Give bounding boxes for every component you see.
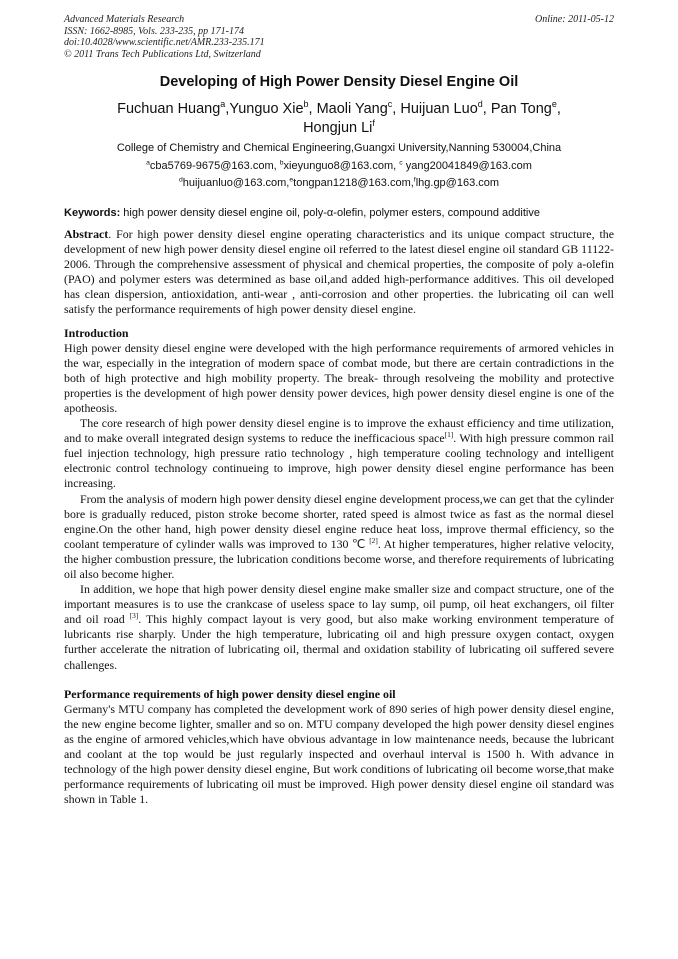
author: Huijuan Luo$^d$, bbox=[400, 99, 491, 117]
journal-name: Advanced Materials Research bbox=[64, 14, 185, 25]
email: $^e$tongpan1218@163.com, bbox=[289, 176, 414, 189]
citation: [2] bbox=[369, 535, 378, 545]
email-list bbox=[64, 160, 614, 172]
paper-title: Developing of High Power Density Diesel Engine Oil bbox=[159, 74, 519, 90]
paragraph: Germany's MTU company has completed the development work of 890 series of high power density diesel engine, the new engine become lighter, smaller and so on. MTU company developed the high power density diesel engines as the engine of armored vehicles,which have obvious advantage in low maintenance needs, because the lubricant and coolant at the top would be just regularly inspected and overhaul interval is 1500 h. With advance in technology of the high power density diesel engine, But work conditions of lubricating oil become worse,that make performance requirements of lubricating oil must be improved. High power density diesel engine oil standard was shown in Table 1. bbox=[64, 701, 614, 807]
email: $^b$xieyunguo8@163.com, bbox=[279, 159, 400, 172]
affiliation: College of Chemistry and Chemical Engineering,Guangxi University,Nanning 530004,China bbox=[116, 142, 562, 154]
paragraph: High power density diesel engine were developed with the high performance requirements of armored vehicles in the war, especially in the integration of modern space of combat mode, but there are certain contradictions in the both of high protective and high mobility property. The break- through resolveing the mobility and protective properties is the development of high power density power devices, high power density diesel engine is one of the apotheosis. bbox=[64, 340, 614, 415]
email: $^a$cba5769-9675@163.com, bbox=[146, 159, 280, 172]
email-list bbox=[64, 177, 614, 189]
citation: [3] bbox=[129, 611, 139, 621]
author: Hongjun Li$^f$ bbox=[303, 118, 375, 136]
doi-line: doi:10.4028/www.scientific.net/AMR.233-235.171 bbox=[64, 37, 265, 48]
author-list bbox=[64, 100, 614, 138]
citation: [1] bbox=[444, 430, 454, 440]
paragraph: The core research of high power density diesel engine is to improve the exhaust efficiency and time utilization, and to make overall integrated design systems to reduce the inefficacious space[1]. With high pressure common rail fuel injection technology, high pressure ratio technology , high temperature cooling technology and intelligent electronic control technology continueing to improve, high power density diesel engine performance has been increasing. bbox=[64, 416, 614, 491]
keywords-label: Keywords: bbox=[64, 207, 121, 219]
issn-line: ISSN: 1662-8985, Vols. 233-235, pp 171-174 bbox=[64, 25, 244, 37]
abstract-label: Abstract bbox=[64, 227, 109, 241]
abstract bbox=[64, 227, 614, 318]
keywords bbox=[64, 207, 614, 219]
paragraph: From the analysis of modern high power density diesel engine development process,we can get that the cylinder bore is gradually reduced, piston stroke become shorter, rated speed is almost twice as fast as the normal diesel engine.On the other hand, high power density diesel engine reduce heat loss, improve thermal efficiency, so the coolant temperature of cylinder walls was improved to 130 ℃ [2]. At higher temperatures, higher relative velocity, the higher combustion pressure, the lubrication conditions become worse, and therefore requirements of lubricating oil also become higher. bbox=[64, 491, 614, 581]
author: Yunguo Xie$^b$, bbox=[229, 99, 317, 117]
copyright-line: © 2011 Trans Tech Publications Ltd, Switzerland bbox=[64, 48, 261, 60]
author: Fuchuan Huang$^a$, bbox=[117, 99, 230, 117]
section-heading: Performance requirements of high power density diesel engine oil bbox=[64, 686, 396, 701]
email: $^d$huijuanluo@163.com, bbox=[178, 176, 290, 189]
email: $^f$lhg.gp@163.com bbox=[413, 176, 500, 189]
section-heading: Introduction bbox=[64, 325, 129, 340]
email: $^c$ yang20041849@163.com bbox=[399, 159, 532, 172]
author: Maoli Yang$^c$, bbox=[316, 99, 401, 117]
keywords-text: high power density diesel engine oil, poly-α-olefin, polymer esters, compound additive bbox=[120, 207, 540, 219]
abstract-text: . For high power density diesel engine operating characteristics and its unique compact structure, the development of new high power density diesel engine oil referred to the latest diesel engine oil standard GB 11122-2006. Through the comprehensive assessment of physical and chemical properties, the composite of poly a-olefin (PAO) and polymer esters was determined as base oil,and added high-performance additives. This oil developed has clean dispersion, antioxidation, anti-wear , anti-corrosion and other properties. the lubricating oil can well satisfy the performance requirements of high power density diesel engine. bbox=[64, 227, 614, 317]
journal-header bbox=[64, 14, 614, 60]
online-date: Online: 2011-05-12 bbox=[535, 14, 614, 25]
author: Pan Tong$^e$, bbox=[490, 99, 561, 117]
paragraph: In addition, we hope that high power density diesel engine make smaller size and compact structure, one of the important measures is to use the crankcase of useless space to lay sump, oil pump, oil heat exchangers, oil filter and oil road [3]. This highly compact layout is very good, but also make working environment temperature of lubricants rise sharply. Under the high temperature, lubricating oil and high pressure oxygen contact, oxygen further accelerate the nitration of lubricating oil, thermal and oxidation stability of lubricating oil suffered severe challenges. bbox=[64, 582, 614, 672]
